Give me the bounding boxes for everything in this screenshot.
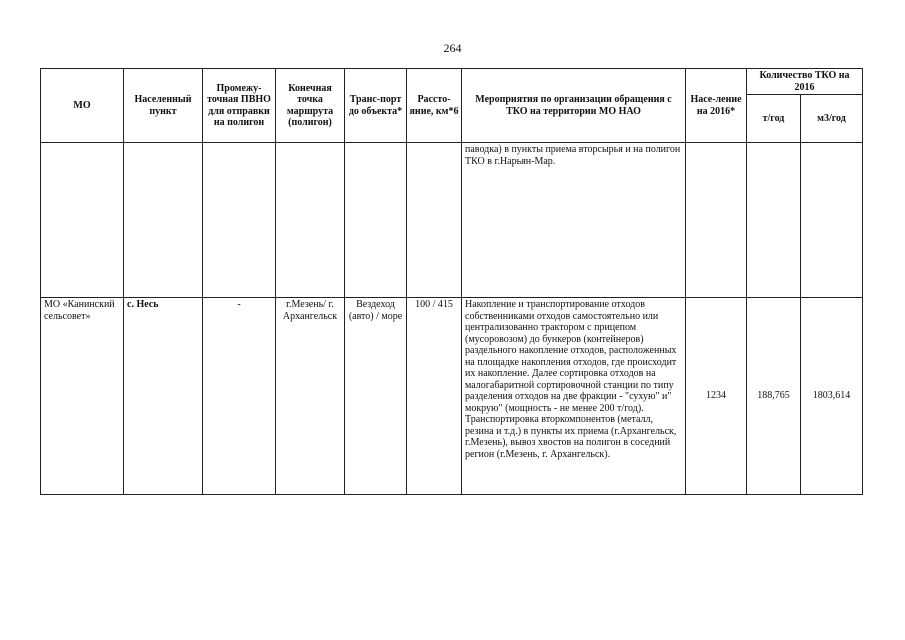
cell-measures: Накопление и транспортирование отходов собственниками отходов самостоятельно или централизованно трактором с прицепом (мусоровозом) до бункеров (контейнеров) раздельного накопление отходов, расположенных на площадке накопления отходов, где происходит их накопление. Далее сортировка отходов на малогабаритной сортировочной станции по типу разделения отходов на две фракции - "сухую" и" мокрую" (мощность - не менее 200 т/год). Транспортировка вторкомпонентов (металл, резина и т.д.) в пункты их приема (г.Архангельск, г.Мезень), вывоз хвостов на полигон в соседний регион (г.Мезень, г. Архангельск). [462, 298, 686, 495]
cell-transport [345, 143, 407, 298]
header-mo: МО [41, 69, 124, 143]
header-endpoint: Конечная точка маршрута (полигон) [276, 69, 345, 143]
cell-settlement [124, 143, 203, 298]
table-row [41, 298, 863, 495]
cell-intermediate: - [203, 298, 276, 495]
cell-mo [41, 143, 124, 298]
cell-endpoint: г.Мезень/ г. Архангельск [276, 298, 345, 495]
cell-transport: Вездеход (авто) / море [345, 298, 407, 495]
header-tko-qty: Количество ТКО на 2016 [747, 69, 863, 95]
cell-distance: 100 / 415 [407, 298, 462, 495]
header-population: Насе-ление на 2016* [686, 69, 747, 143]
header-transport: Транс-порт до объекта* [345, 69, 407, 143]
cell-endpoint [276, 143, 345, 298]
cell-measures: паводка) в пункты приема вторсырья и на полигон ТКО в г.Нарьян-Мар. [462, 143, 686, 298]
cell-t-year [747, 143, 801, 298]
header-t-year: т/год [747, 95, 801, 143]
cell-m3-year: 1803,614 [801, 298, 863, 495]
cell-intermediate [203, 143, 276, 298]
cell-m3-year [801, 143, 863, 298]
header-intermediate: Промежу-точная ПВНО для отправки на полигон [203, 69, 276, 143]
table-row [41, 143, 863, 298]
tko-table [40, 68, 863, 495]
cell-mo: МО «Канинский сельсовет» [41, 298, 124, 495]
cell-population: 1234 [686, 298, 747, 495]
header-settlement: Населенный пункт [124, 69, 203, 143]
cell-settlement: с. Несь [124, 298, 203, 495]
header-m3-year: м3/год [801, 95, 863, 143]
page-number: 264 [443, 41, 462, 55]
cell-distance [407, 143, 462, 298]
cell-population [686, 143, 747, 298]
header-measures: Мероприятия по организации обращения с ТКО на территории МО НАО [462, 69, 686, 143]
cell-t-year: 188,765 [747, 298, 801, 495]
header-distance: Рассто-яние, км*6 [407, 69, 462, 143]
